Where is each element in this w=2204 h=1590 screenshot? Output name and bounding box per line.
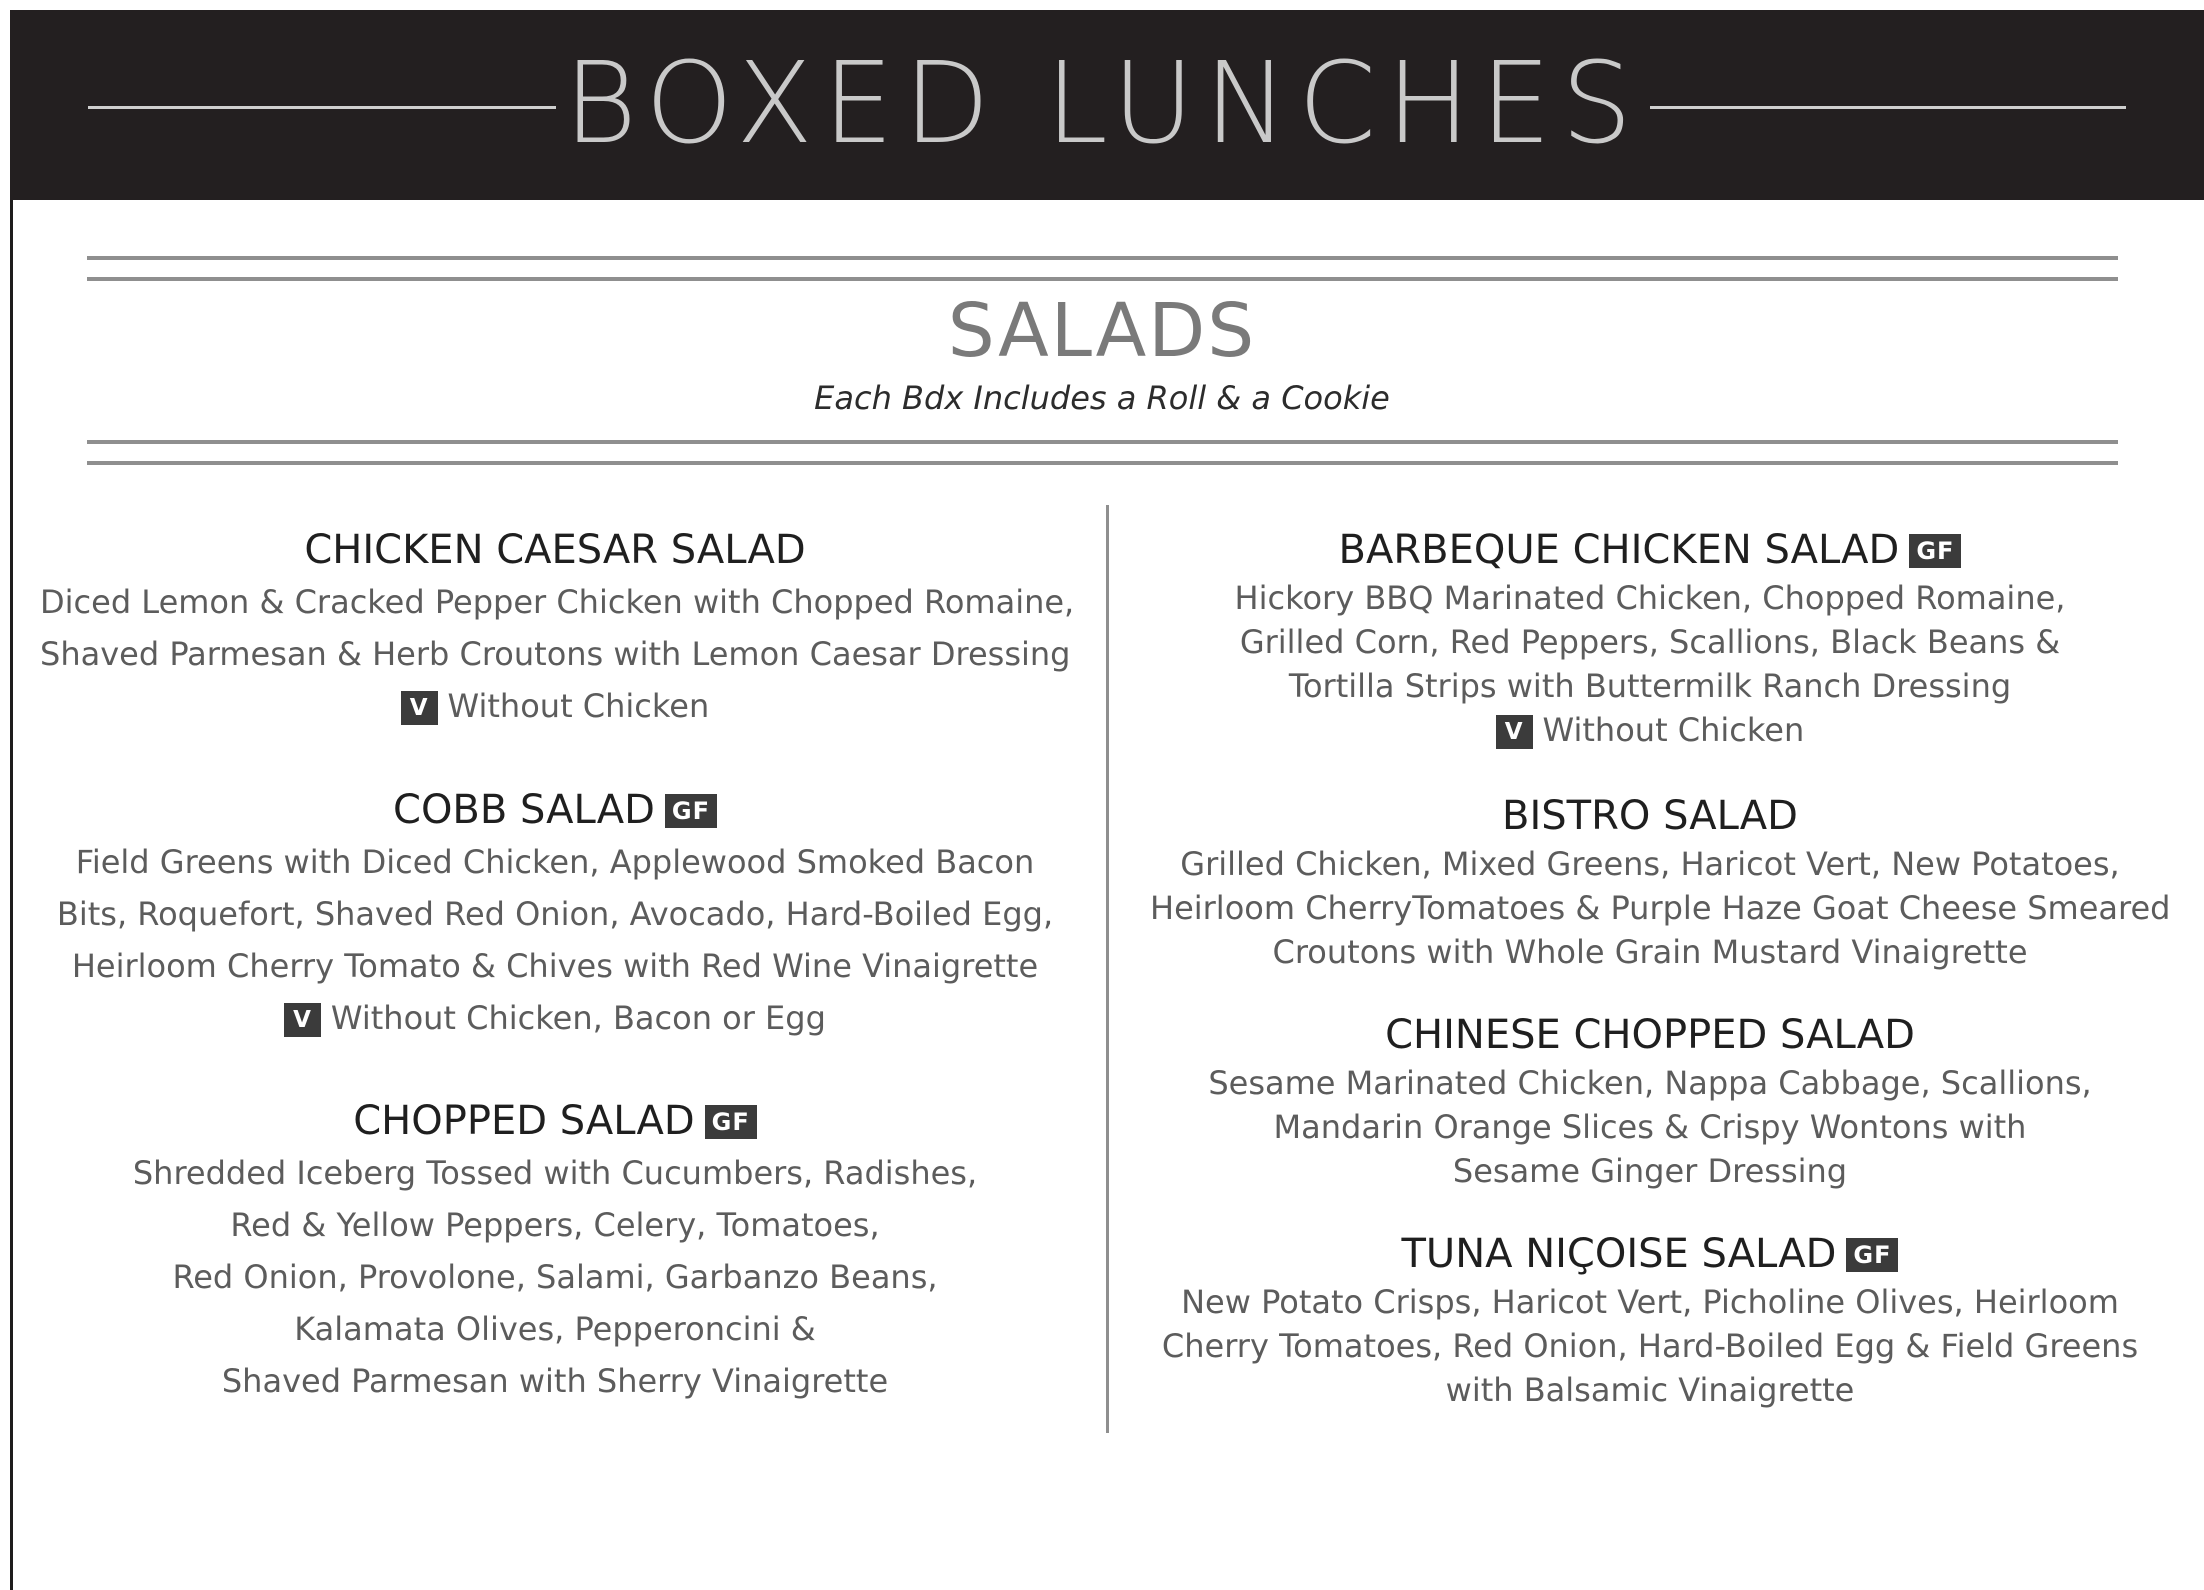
item-description-line: Field Greens with Diced Chicken, Applewood Smoked Bacon [75, 843, 1035, 881]
item-description-line: Red & Yellow Peppers, Celery, Tomatoes, [230, 1206, 880, 1244]
column-divider [1106, 505, 1109, 1433]
header-banner [10, 10, 2204, 200]
item-description-line: Mandarin Orange Slices & Crispy Wontons with [1273, 1108, 2027, 1146]
menu-item-tuna-nicoise-salad [1150, 1228, 2150, 1412]
item-name: BARBEQUE CHICKEN SALAD [1338, 527, 1900, 573]
menu-item-barbeque-chicken-salad [1150, 524, 2150, 752]
item-description-line: New Potato Crisps, Haricot Vert, Picholine Olives, Heirloom [1181, 1283, 2119, 1321]
gluten-free-badge: GF [665, 794, 717, 828]
menu-item-cobb-salad [40, 784, 1070, 1044]
item-description-line: Grilled Corn, Red Peppers, Scallions, Black Beans & [1239, 623, 2061, 661]
menu-item-chicken-caesar-salad [40, 524, 1075, 732]
item-description-line: Sesame Ginger Dressing [1452, 1152, 1848, 1190]
menu-item-chinese-chopped-salad [1150, 1009, 2150, 1193]
item-description-line: Hickory BBQ Marinated Chicken, Chopped Romaine, [1234, 579, 2066, 617]
banner-rule-left [88, 106, 556, 109]
banner-rule-right [1650, 106, 2126, 109]
item-name: COBB SALAD [393, 787, 655, 833]
vegetarian-note [40, 992, 1070, 1044]
item-name-row [1150, 524, 2150, 576]
item-name-row [40, 1095, 1070, 1147]
item-description-line: Grilled Chicken, Mixed Greens, Haricot Vert, New Potatoes, [1180, 845, 2120, 883]
page-title: BOXED LUNCHES [563, 39, 1643, 169]
vegetarian-badge: V [401, 691, 438, 725]
vegetarian-note-text: Without Chicken, Bacon or Egg [330, 999, 826, 1037]
vegetarian-note-text: Without Chicken [1542, 711, 1805, 749]
item-name-row [40, 784, 1070, 836]
gluten-free-badge: GF [1909, 534, 1961, 568]
item-description-line: Tortilla Strips with Buttermilk Ranch Dressing [1288, 667, 2012, 705]
item-description-line: Diced Lemon & Cracked Pepper Chicken with Chopped Romaine, [40, 583, 1075, 621]
item-description-line: Cherry Tomatoes, Red Onion, Hard-Boiled Egg & Field Greens [1161, 1327, 2139, 1365]
divider-rule [87, 461, 2118, 465]
vegetarian-note [1150, 708, 2150, 752]
item-name: CHICKEN CAESAR SALAD [304, 527, 806, 573]
section-title: SALADS [947, 288, 1257, 374]
item-description-line: Sesame Marinated Chicken, Nappa Cabbage, Scallions, [1208, 1064, 2092, 1102]
menu-item-chopped-salad [40, 1095, 1070, 1407]
item-description-line: Red Onion, Provolone, Salami, Garbanzo Beans, [172, 1258, 938, 1296]
divider-rule [87, 440, 2118, 444]
item-description-line: Shaved Parmesan & Herb Croutons with Lemon Caesar Dressing [40, 635, 1071, 673]
gluten-free-badge: GF [705, 1105, 757, 1139]
item-description-line: Heirloom CherryTomatoes & Purple Haze Goat Cheese Smeared [1150, 889, 2171, 927]
vegetarian-note [40, 680, 1070, 732]
vegetarian-badge: V [284, 1003, 321, 1037]
item-name: CHOPPED SALAD [353, 1098, 695, 1144]
item-description-line: Shredded Iceberg Tossed with Cucumbers, Radishes, [132, 1154, 978, 1192]
item-description-line: with Balsamic Vinaigrette [1445, 1371, 1855, 1409]
gluten-free-badge: GF [1846, 1238, 1898, 1272]
item-description-line: Heirloom Cherry Tomato & Chives with Red Wine Vinaigrette [71, 947, 1039, 985]
menu-item-bistro-salad [1150, 790, 2171, 974]
vegetarian-note-text: Without Chicken [447, 687, 710, 725]
item-description-line: Kalamata Olives, Pepperoncini & [294, 1310, 816, 1348]
item-description-line: Bits, Roquefort, Shaved Red Onion, Avocado, Hard-Boiled Egg, [56, 895, 1054, 933]
section-subtitle: Each Bdx Includes a Roll & a Cookie [814, 379, 1390, 417]
vegetarian-badge: V [1496, 715, 1533, 749]
divider-rule [87, 256, 2118, 260]
item-name: CHINESE CHOPPED SALAD [1385, 1012, 1915, 1058]
item-description-line: Croutons with Whole Grain Mustard Vinaigrette [1272, 933, 2028, 971]
item-description-line: Shaved Parmesan with Sherry Vinaigrette [221, 1362, 889, 1400]
divider-rule [87, 277, 2118, 281]
item-name: TUNA NIÇOISE SALAD [1401, 1231, 1837, 1277]
item-name-row [1150, 1228, 2150, 1280]
item-name: BISTRO SALAD [1502, 793, 1798, 839]
